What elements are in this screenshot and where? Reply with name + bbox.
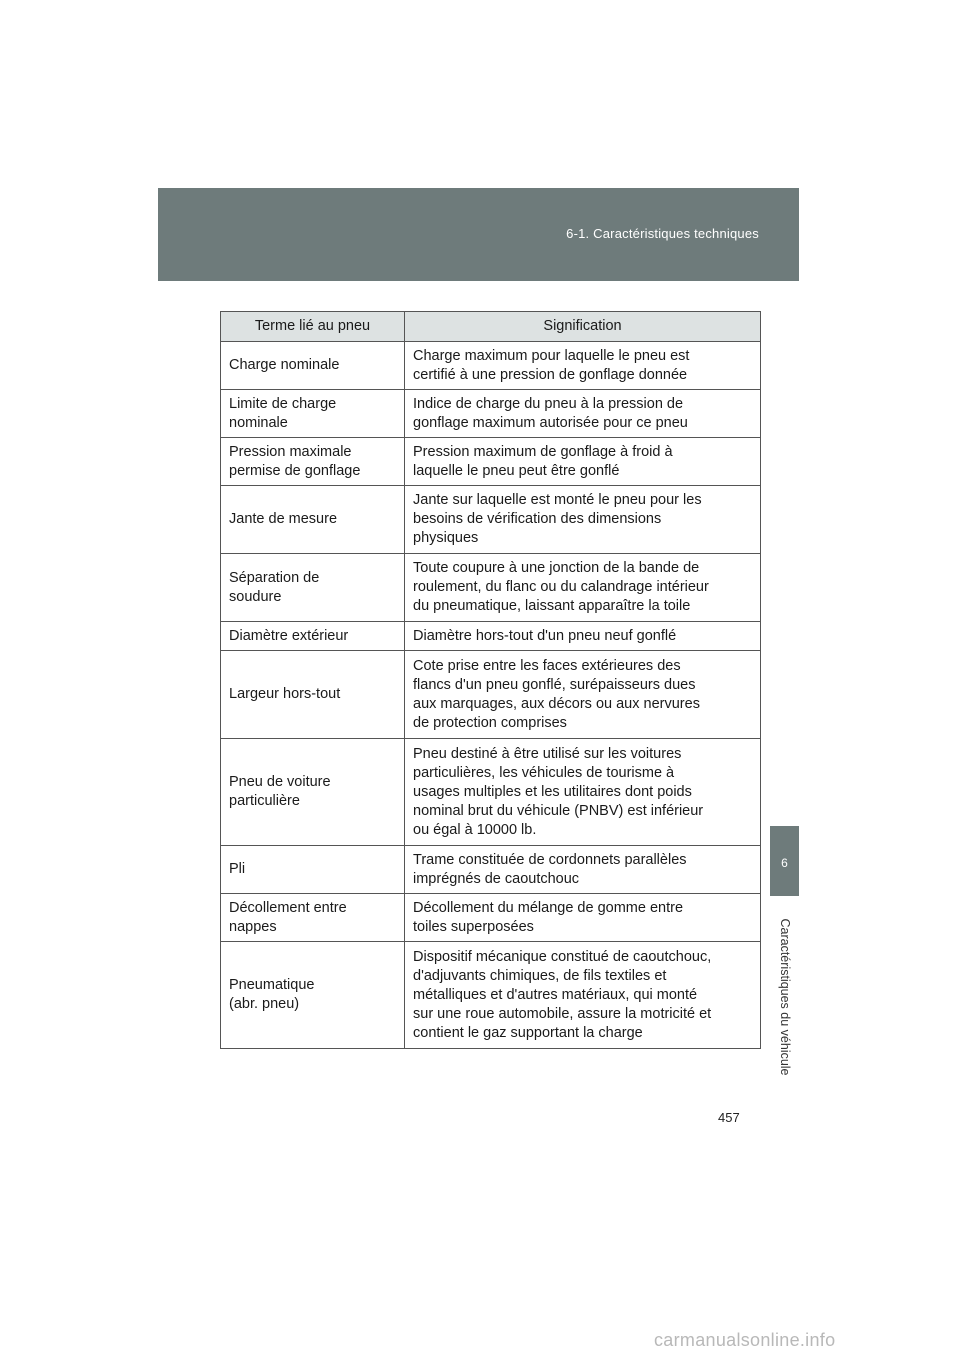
term-cell [221,651,405,739]
meaning-cell [405,390,761,438]
meaning-line: Pneu destiné à être utilisé sur les voitures [413,745,682,762]
meaning-line: Cote prise entre les faces extérieures des [413,657,681,674]
term-cell [221,342,405,390]
meaning-cell [405,894,761,942]
meaning-cell [405,438,761,486]
table-header-row [221,312,761,342]
term-line: nominale [229,414,288,431]
section-title: 6-1. Caractéristiques techniques [566,226,759,241]
term-line: Pli [229,861,246,877]
meaning-line: d'adjuvants chimiques, de fils textiles et [413,967,667,984]
table-row [221,342,761,390]
term-cell [221,622,405,651]
term-cell [221,846,405,894]
meaning-cell [405,342,761,390]
meaning-cell [405,739,761,846]
meaning-line: imprégnés de caoutchouc [413,870,580,887]
meaning-line: aux marquages, aux décors ou aux nervures [413,695,700,712]
term-cell [221,894,405,942]
meaning-line: Diamètre hors-tout d'un pneu neuf gonflé [413,627,677,644]
chapter-tab [770,826,799,896]
term-line: Largeur hors-tout [229,686,341,702]
meaning-line: nominal brut du véhicule (PNBV) est inférieur [413,802,704,819]
meaning-line: contient le gaz supportant la charge [413,1024,643,1041]
term-line: Pneumatique [229,977,315,993]
meaning-cell [405,846,761,894]
term-line: Décollement entre [229,899,347,916]
meaning-line: certifié à une pression de gonflage donnée [413,366,688,383]
header-term: Terme lié au pneu [221,312,405,342]
meaning-cell [405,651,761,739]
chapter-number: 6 [781,856,788,870]
table-row [221,651,761,739]
meaning-line: particulières, les véhicules de tourisme à [413,764,675,781]
term-cell [221,739,405,846]
term-cell [221,554,405,622]
table-body [221,342,761,1049]
meaning-line: Décollement du mélange de gomme entre [413,899,684,916]
term-line: nappes [229,918,277,935]
term-line: soudure [229,588,282,605]
table-row [221,622,761,651]
meaning-line: besoins de vérification des dimensions [413,511,662,527]
meaning-line: métalliques et d'autres matériaux, qui monté [413,986,698,1003]
watermark: carmanualsonline.info [654,1330,836,1350]
term-cell [221,942,405,1049]
meaning-cell [405,622,761,651]
term-line: Pression maximale [229,443,352,460]
header-meaning: Signification [405,312,761,342]
meaning-line: gonflage maximum autorisée pour ce pneu [413,414,688,431]
meaning-line: Dispositif mécanique constitué de caoutchouc, [413,948,712,965]
chapter-label: Caractéristiques du véhicule [778,917,792,1076]
meaning-line: Trame constituée de cordonnets parallèles [413,851,687,868]
term-line: particulière [229,793,300,809]
term-line: Séparation de [229,569,320,586]
meaning-line: usages multiples et les utilitaires dont poids [413,783,692,800]
meaning-line: physiques [413,530,479,546]
header-band [158,188,799,281]
term-line: Pneu de voiture [229,774,331,790]
table-row [221,739,761,846]
tire-terms-table [220,311,761,1049]
meaning-cell [405,486,761,554]
meaning-line: Indice de charge du pneu à la pression de [413,395,684,412]
meaning-line: toiles superposées [413,918,534,935]
meaning-line: du pneumatique, laissant apparaître la toile [413,598,691,614]
meaning-cell [405,554,761,622]
page-number: 457 [718,1110,740,1125]
meaning-line: flancs d'un pneu gonflé, surépaisseurs dues [413,676,696,693]
term-cell [221,438,405,486]
term-line: Charge nominale [229,357,340,373]
term-line: Diamètre extérieur [229,627,349,644]
meaning-line: Pression maximum de gonflage à froid à [413,443,673,460]
meaning-line: sur une roue automobile, assure la motricité et [413,1005,712,1022]
term-cell [221,486,405,554]
table-row [221,846,761,894]
meaning-line: Jante sur laquelle est monté le pneu pour les [413,492,702,508]
chapter-label-container [773,904,797,1089]
table-row [221,486,761,554]
table-row [221,390,761,438]
term-line: Jante de mesure [229,511,338,527]
meaning-line: de protection comprises [413,714,567,731]
term-line: Limite de charge [229,395,337,412]
term-line: (abr. pneu) [229,996,300,1012]
term-cell [221,390,405,438]
meaning-line: ou égal à 10000 lb. [413,821,537,838]
table-row [221,438,761,486]
meaning-line: Charge maximum pour laquelle le pneu est [413,347,690,364]
meaning-line: roulement, du flanc ou du calandrage intérieur [413,579,709,595]
table-row [221,894,761,942]
table-row [221,942,761,1049]
table-row [221,554,761,622]
meaning-line: laquelle le pneu peut être gonflé [413,462,620,479]
meaning-line: Toute coupure à une jonction de la bande de [413,560,700,576]
meaning-cell [405,942,761,1049]
term-line: permise de gonflage [229,462,361,479]
